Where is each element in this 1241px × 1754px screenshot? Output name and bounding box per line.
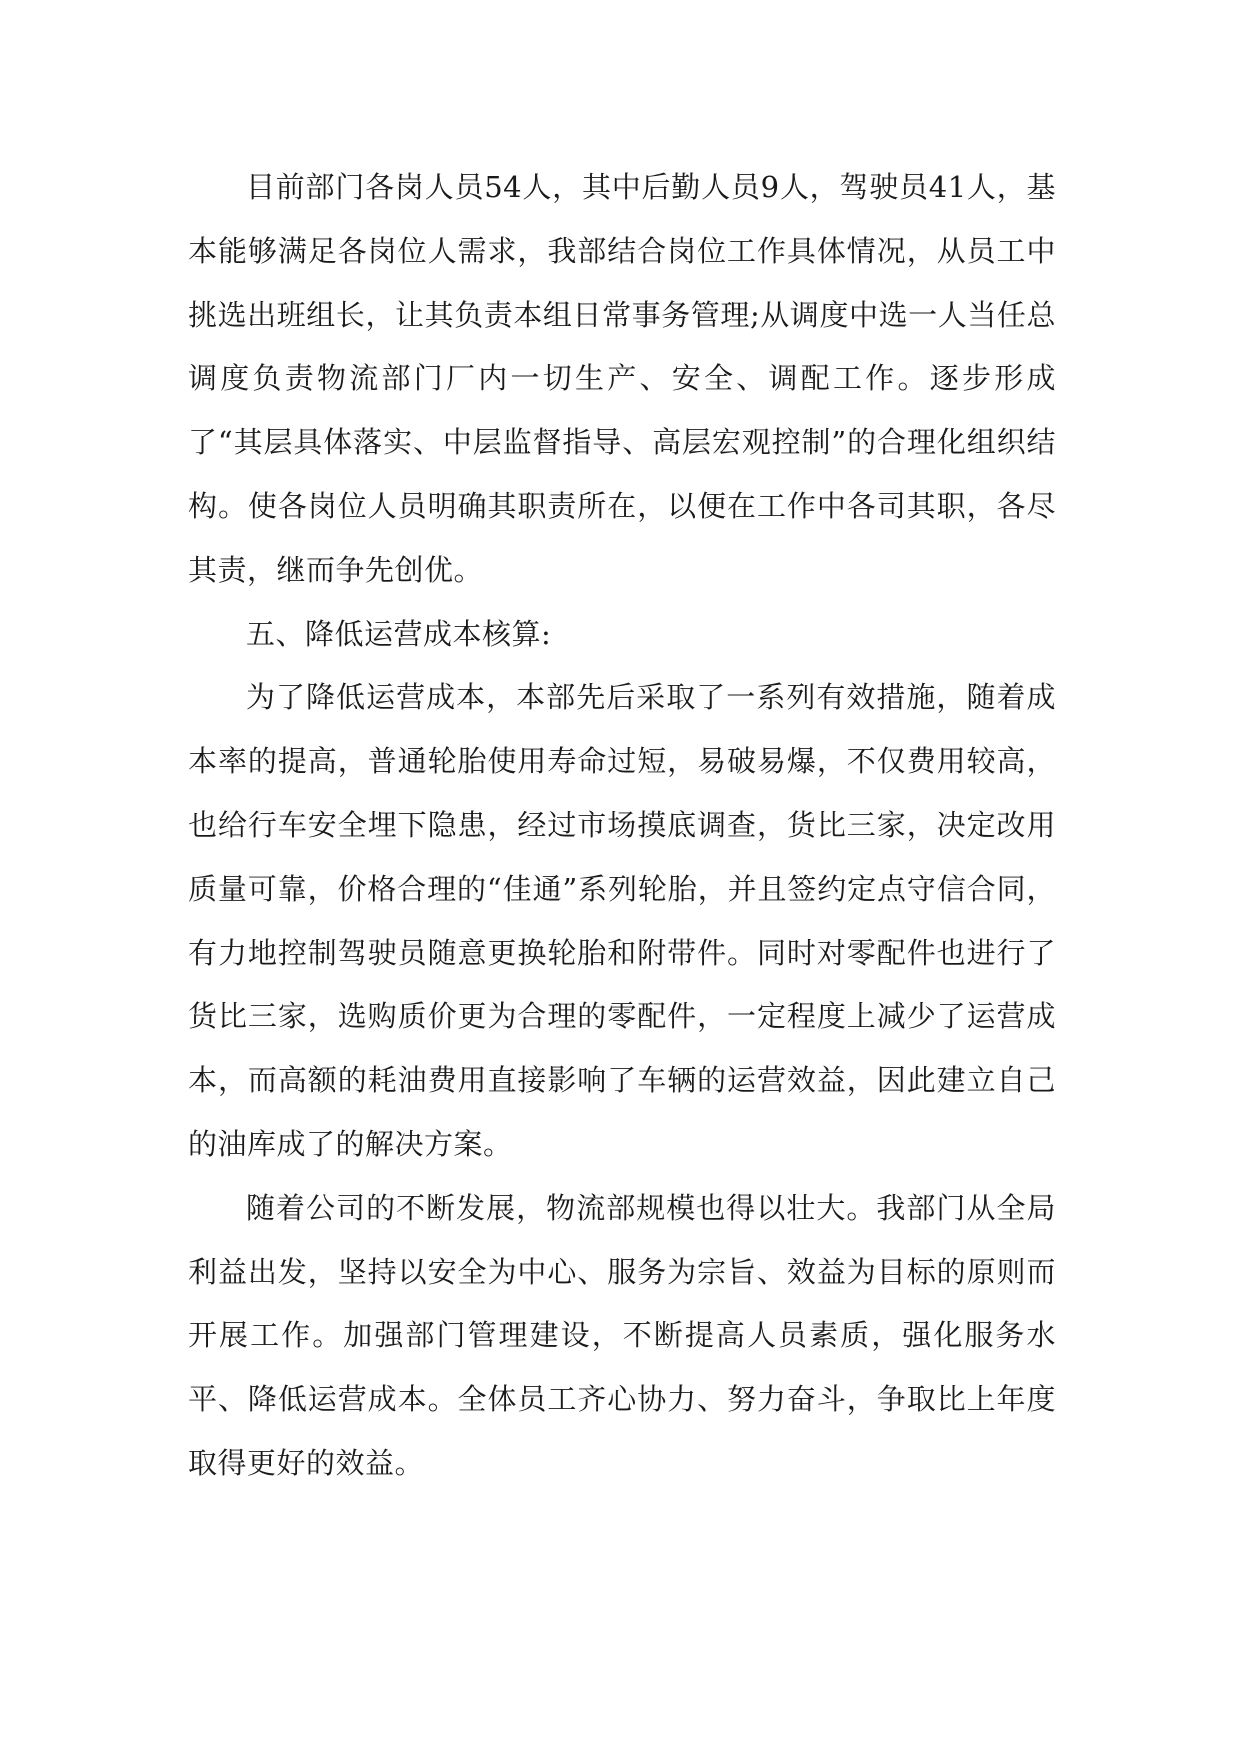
section-heading-cost-reduction: 五、降低运营成本核算: bbox=[246, 616, 552, 651]
paragraph-staffing: 目前部门各岗人员54人，其中后勤人员9人，驾驶员41人，基本能够满足各岗位人需求，我部结合岗位工作具体情况，从员工中挑选出班组长，让其负责本组日常事务管理;从调度中选一人当任总调度负责物流部门厂内一切生产、安全、调配工作。逐步形成了“其层具体落实、中层监督指导、高层宏观控制”的合理化组织结构。使各岗位人员明确其职责所在，以便在工作中各司其职，各尽其责，继而争先创优。 bbox=[188, 170, 1056, 587]
paragraph-summary: 随着公司的不断发展，物流部规模也得以壮大。我部门从全局利益出发，坚持以安全为中心、服务为宗旨、效益为目标的原则而开展工作。加强部门管理建设，不断提高人员素质，强化服务水平、降低运营成本。全体员工齐心协力、努力奋斗，争取比上年度取得更好的效益。 bbox=[188, 1190, 1056, 1480]
document-body bbox=[188, 156, 1056, 1496]
paragraph-cost-measures: 为了降低运营成本，本部先后采取了一系列有效措施，随着成本率的提高，普通轮胎使用寿命过短，易破易爆，不仅费用较高，也给行车安全埋下隐患，经过市场摸底调查，货比三家，决定改用质量可靠，价格合理的“佳通”系列轮胎，并且签约定点守信合同，有力地控制驾驶员随意更换轮胎和附带件。同时对零配件也进行了货比三家，选购质价更为合理的零配件，一定程度上减少了运营成本，而高额的耗油费用直接影响了车辆的运营效益，因此建立自己的油库成了的解决方案。 bbox=[188, 680, 1056, 1161]
